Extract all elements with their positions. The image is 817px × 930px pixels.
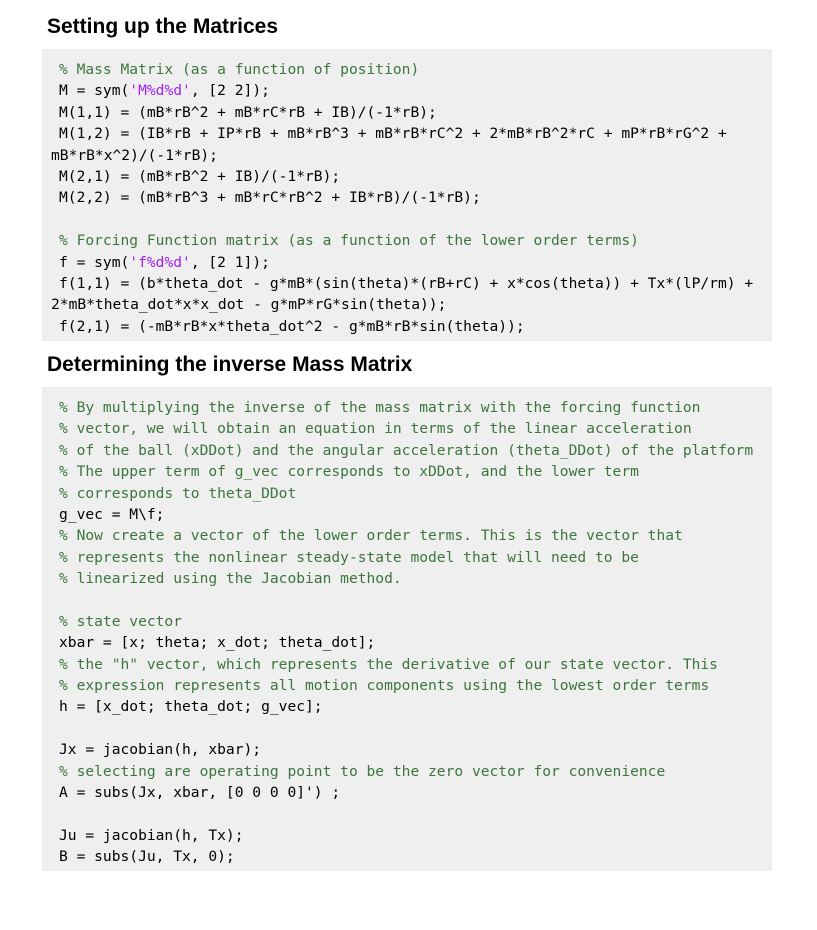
code-line: Ju = jacobian(h, Tx); — [59, 826, 244, 844]
code-block-inverse-mass[interactable] — [42, 387, 772, 871]
code-comment: % Mass Matrix (as a function of position) — [59, 61, 420, 78]
code-comment: % By multiplying the inverse of the mass matrix with the forcing function — [59, 399, 701, 416]
code-line: g_vec = M\f; — [59, 505, 165, 523]
code-line: A = subs(Jx, xbar, [0 0 0 0]') ; — [59, 784, 341, 802]
code-text: f = sym( — [59, 253, 130, 271]
code-text: , [2 1]); — [190, 253, 270, 271]
section-title-matrices: Setting up the Matrices — [47, 15, 279, 38]
code-blank-line — [42, 718, 772, 739]
code-blank-line — [42, 590, 772, 611]
code-comment: % vector, we will obtain an equation in terms of the linear acceleration — [59, 420, 692, 438]
code-line — [42, 80, 772, 101]
code-line — [42, 252, 772, 273]
code-comment: % expression represents all motion components using the lowest order terms — [59, 677, 710, 695]
code-comment: % Forcing Function matrix (as a function of the lower order terms) — [59, 232, 639, 250]
code-line: xbar = [x; theta; x_dot; theta_dot]; — [59, 634, 376, 652]
code-comment: % of the ball (xDDot) and the angular acceleration (theta_DDot) of the platform — [59, 441, 754, 459]
code-line: h = [x_dot; theta_dot; g_vec]; — [59, 698, 323, 716]
code-line-continuation: mB*rB*x^2)/(-1*rB); — [51, 146, 218, 164]
code-blank-line — [42, 803, 772, 824]
code-comment: % linearized using the Jacobian method. — [59, 570, 402, 588]
code-blank-line — [42, 209, 772, 230]
section-title-inverse-mass: Determining the inverse Mass Matrix — [47, 353, 413, 376]
code-string: 'M%d%d' — [129, 82, 191, 100]
code-line: M(2,1) = (mB*rB^2 + IB)/(-1*rB); — [59, 167, 341, 185]
code-line: M(1,2) = (IB*rB + IP*rB + mB*rB^3 + mB*rB*rC^2 + 2*mB*rB^2*rC + mP*rB*rG^2 + — [59, 125, 727, 143]
code-comment: % corresponds to theta_DDot — [59, 484, 297, 502]
code-comment: % represents the nonlinear steady-state model that will need to be — [59, 548, 639, 566]
code-line: f(1,1) = (b*theta_dot - g*mB*(sin(theta)*(rB+rC) + x*cos(theta)) + Tx*(lP/rm) + — [59, 274, 754, 292]
code-comment: % The upper term of g_vec corresponds to xDDot, and the lower term — [59, 463, 639, 481]
code-comment: % Now create a vector of the lower order terms. This is the vector that — [59, 527, 683, 545]
code-comment: % the "h" vector, which represents the derivative of our state vector. This — [59, 655, 718, 673]
code-string: 'f%d%d' — [129, 253, 191, 271]
code-line: Jx = jacobian(h, xbar); — [59, 741, 262, 759]
code-line: f(2,1) = (-mB*rB*x*theta_dot^2 - g*mB*rB*sin(theta)); — [59, 317, 525, 335]
code-comment: % state vector — [59, 612, 183, 630]
code-text: , [2 2]); — [190, 82, 270, 100]
code-text: M = sym( — [59, 82, 130, 100]
code-block-matrices[interactable] — [42, 49, 772, 341]
code-line: B = subs(Ju, Tx, 0); — [59, 848, 235, 866]
code-line: M(1,1) = (mB*rB^2 + mB*rC*rB + IB)/(-1*rB); — [59, 103, 437, 121]
code-line-continuation: 2*mB*theta_dot*x*x_dot - g*mP*rG*sin(theta)); — [51, 296, 447, 314]
code-comment: % selecting are operating point to be the zero vector for convenience — [59, 762, 666, 780]
code-line: M(2,2) = (mB*rB^3 + mB*rC*rB^2 + IB*rB)/(-1*rB); — [59, 189, 481, 207]
